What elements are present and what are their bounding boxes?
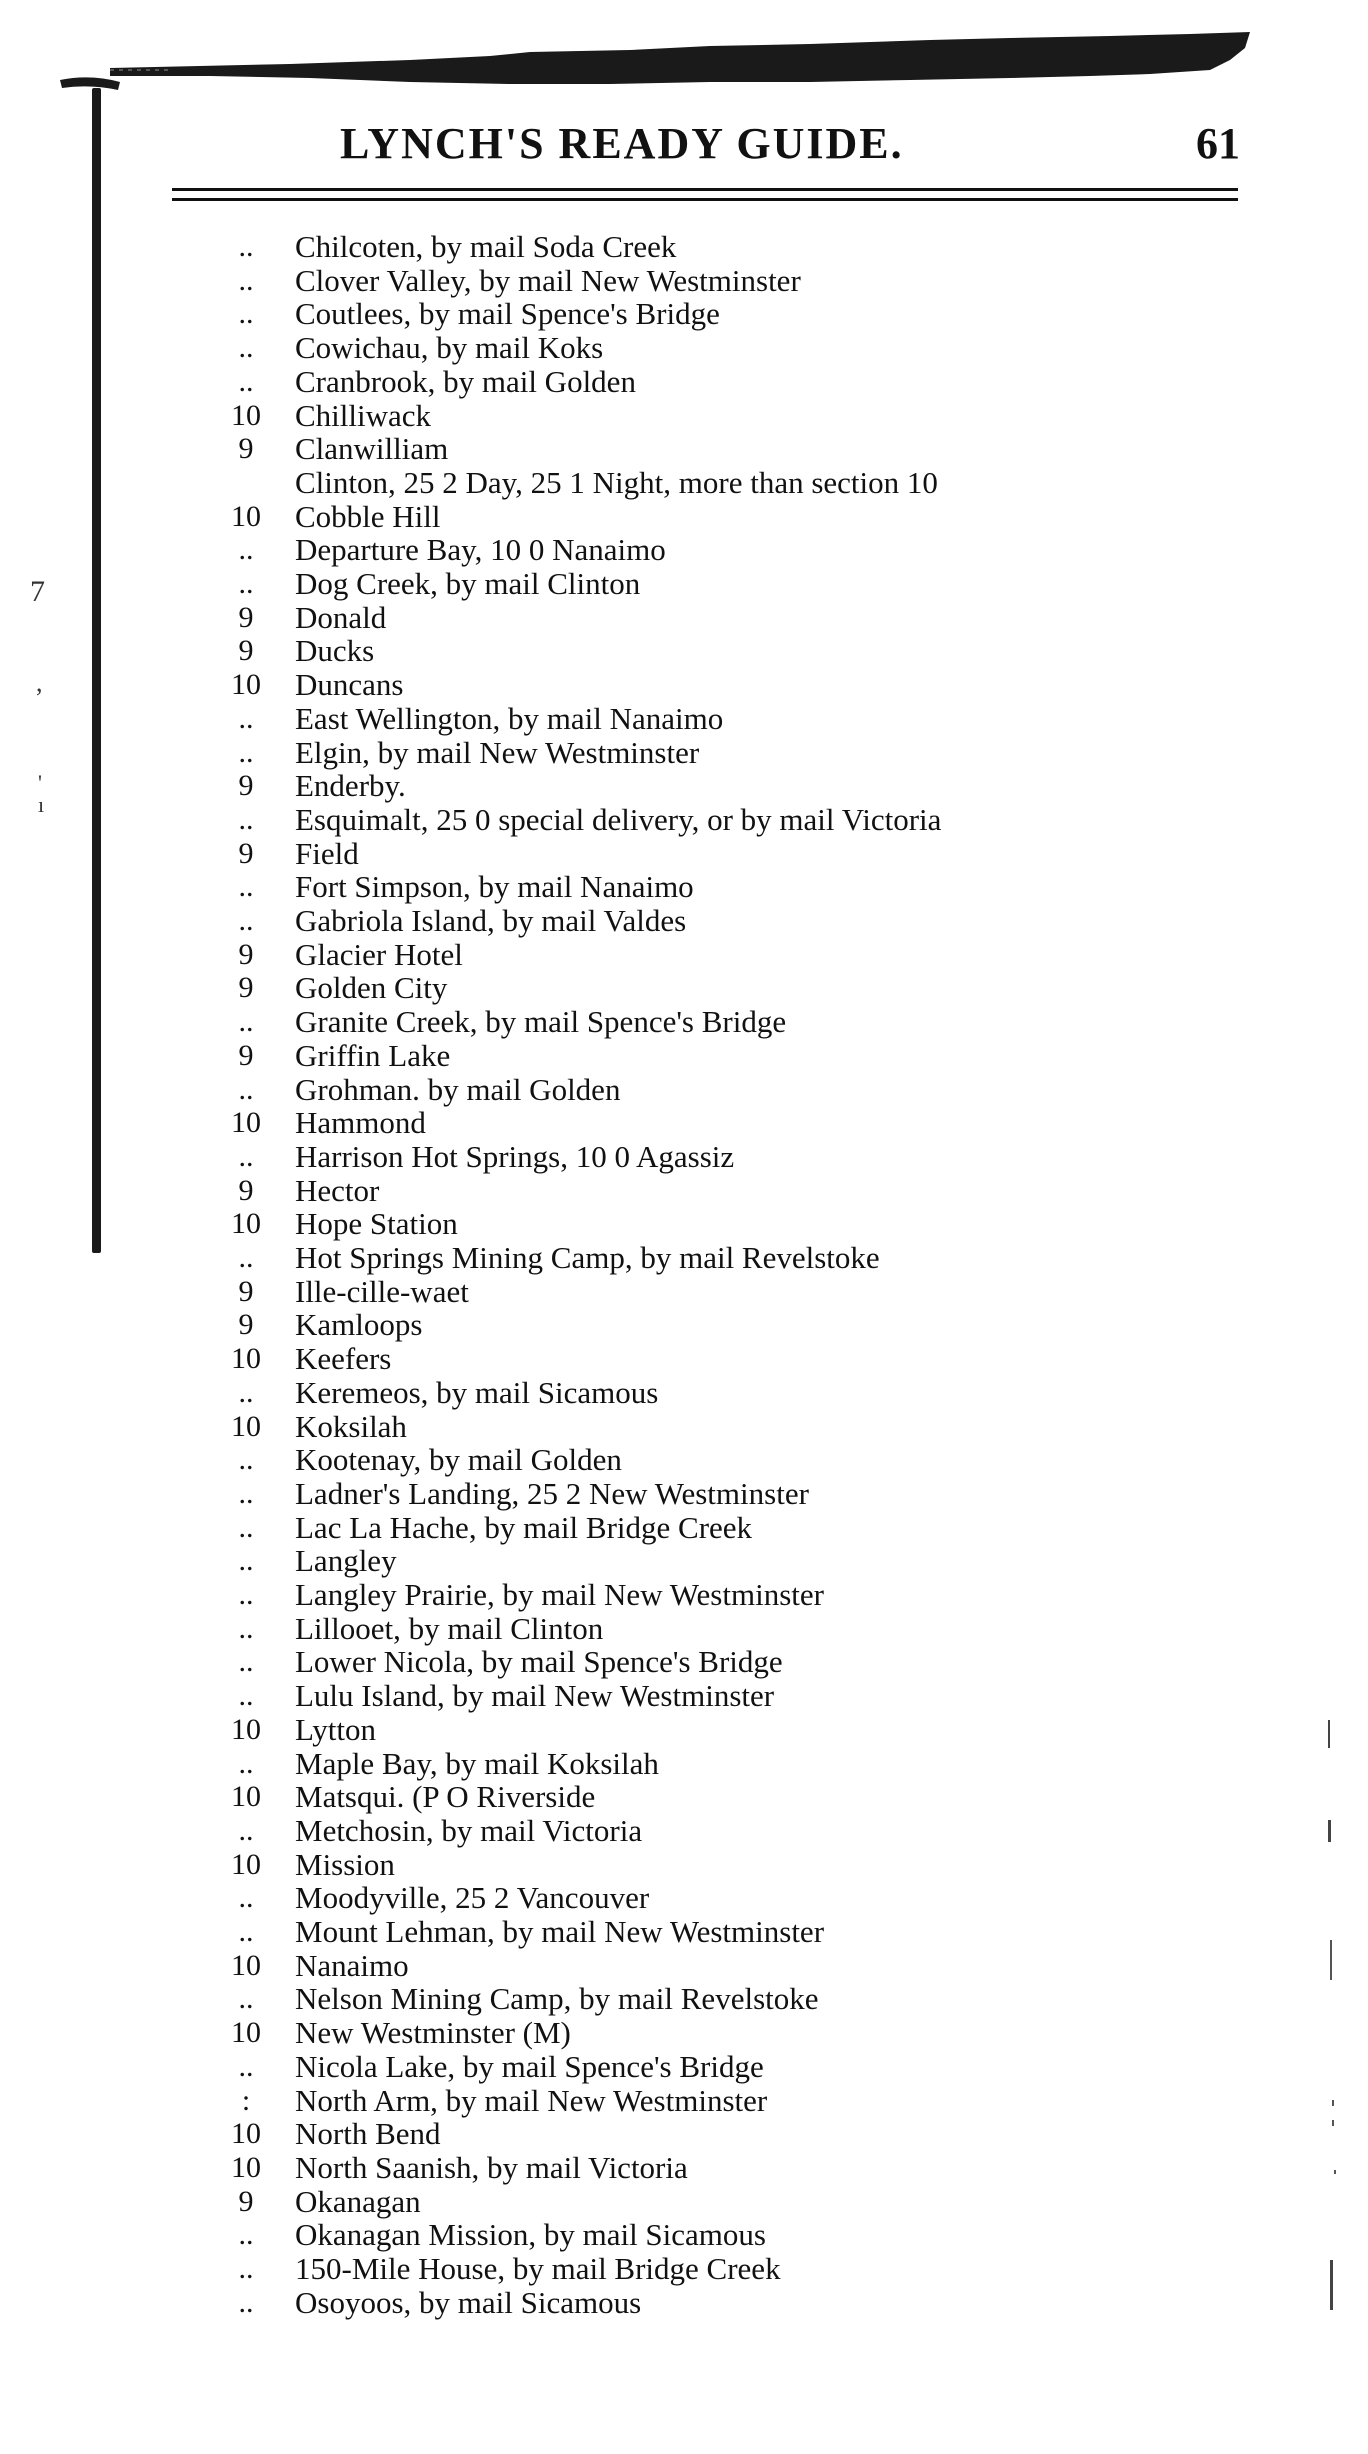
entry-text: East Wellington, by mail Nanaimo (295, 700, 724, 736)
entry-text: Duncans (295, 667, 404, 703)
entry-marker: .. (238, 2252, 254, 2285)
entry-text: Hope Station (295, 1206, 458, 1242)
entry-text: Lytton (295, 1711, 376, 1747)
entry-text: Chilcoten, by mail Soda Creek (295, 229, 677, 264)
entry-marker: 10 (231, 1847, 261, 1881)
entry-marker: .. (238, 1915, 254, 1948)
entry-text: Matsqui. (P O Riverside (295, 1779, 596, 1815)
entry-text: Granite Creek, by mail Spence's Bridge (295, 1004, 787, 1040)
entry-marker: 10 (231, 1948, 261, 1982)
entry-text: Kootenay, by mail Golden (295, 1442, 622, 1478)
header-rule (172, 198, 1238, 201)
entry-text: Mission (295, 1846, 395, 1882)
entry-marker: : (241, 2083, 251, 2117)
entry-text: Chilliwack (295, 397, 432, 433)
entry-text: Lower Nicola, by mail Spence's Bridge (295, 1644, 783, 1680)
entry-marker: 10 (231, 398, 261, 432)
entry-marker: .. (238, 701, 254, 735)
entry-text: Lulu Island, by mail New Westminster (295, 1678, 775, 1714)
entry-text: Enderby. (295, 768, 406, 804)
entry-text: Clover Valley, by mail New Westminster (295, 262, 801, 298)
entry-text: Okanagan (295, 2183, 421, 2219)
entry-marker: 10 (231, 1780, 261, 1814)
entry-text: Hector (295, 1172, 380, 1208)
entry-text: Hot Springs Mining Camp, by mail Revelstoke (295, 1240, 880, 1275)
margin-mark: ı (38, 792, 45, 817)
top-ink-edge (110, 30, 1250, 90)
entry-marker: 10 (231, 1409, 261, 1443)
entry-text: North Arm, by mail New Westminster (295, 2082, 768, 2118)
entry-marker: .. (238, 1375, 254, 1409)
entry-marker: .. (238, 263, 254, 297)
entry-marker: .. (238, 1510, 254, 1544)
entry-text: North Bend (295, 2116, 441, 2152)
entry-marker: 10 (231, 1712, 261, 1746)
entry-text: Ducks (295, 633, 375, 669)
entry-text: Cobble Hill (295, 498, 441, 534)
entry-text: Nicola Lake, by mail Spence's Bridge (295, 2048, 764, 2084)
entry-text: Ille-cille-waet (295, 1273, 469, 1309)
entry-text: Mount Lehman, by mail New Westminster (295, 1914, 825, 1949)
entry-marker: .. (238, 802, 254, 836)
entry-text: Clinton, 25 2 Day, 25 1 Night, more than section 10 (295, 464, 938, 500)
entry-text: Cranbrook, by mail Golden (295, 363, 636, 399)
entry-marker: .. (238, 1544, 254, 1578)
entry-text: Nanaimo (295, 1947, 409, 1983)
entry-marker: 9 (238, 1038, 254, 1072)
entry-marker: .. (238, 2218, 254, 2252)
entry-text: Keremeos, by mail Sicamous (295, 1374, 659, 1410)
entry-marker: 9 (238, 600, 254, 634)
entry-marker: .. (238, 1813, 254, 1847)
entry-marker: .. (238, 1679, 254, 1713)
entry-marker: 9 (238, 836, 254, 870)
entry-text: Dog Creek, by mail Clinton (295, 566, 641, 601)
entry-marker: 9 (238, 2184, 254, 2218)
entry-text: Keefers (295, 1341, 392, 1377)
entry-marker: .. (238, 735, 254, 769)
entry-text: 150-Mile House, by mail Bridge Creek (295, 2251, 781, 2286)
entry-text: Lac La Hache, by mail Bridge Creek (295, 1509, 753, 1545)
entry-marker: .. (238, 1982, 254, 2016)
entry-text: Elgin, by mail New Westminster (295, 734, 700, 770)
entry-marker: 10 (231, 2117, 261, 2151)
binding-bar (92, 88, 101, 1253)
entry-text: Cowichau, by mail Koks (295, 330, 604, 366)
entry-marker: .. (238, 1578, 254, 1611)
right-margin-specks (1320, 1700, 1360, 2380)
entry-marker: .. (238, 533, 254, 567)
entry-text: Nelson Mining Camp, by mail Revelstoke (295, 1981, 819, 2017)
entry-text: Koksilah (295, 1408, 407, 1444)
entry-text: Okanagan Mission, by mail Sicamous (295, 2217, 766, 2253)
entry-marker: 10 (231, 2016, 261, 2050)
entry-text: Langley Prairie, by mail New Westminster (295, 1577, 824, 1612)
header-rule (172, 188, 1238, 191)
entry-text: Fort Simpson, by mail Nanaimo (295, 869, 694, 905)
entry-marker: 9 (238, 769, 254, 803)
entry-text: Kamloops (295, 1307, 423, 1343)
entry-text: Golden City (295, 970, 448, 1006)
entry-marker: 10 (231, 2150, 261, 2184)
page-number: 61 (1196, 119, 1240, 168)
entry-marker: .. (238, 364, 254, 398)
entry-marker: .. (238, 1645, 254, 1679)
entry-marker: .. (238, 331, 254, 365)
entry-text: Harrison Hot Springs, 10 0 Agassiz (295, 1138, 735, 1174)
entry-marker: 10 (231, 1342, 261, 1376)
entry-marker: .. (238, 2285, 254, 2319)
entry-marker: .. (238, 2049, 254, 2083)
entry-text: Ladner's Landing, 25 2 New Westminster (295, 1475, 809, 1511)
entry-marker: .. (238, 297, 254, 331)
entry-marker: .. (238, 230, 254, 263)
entry-text: Coutlees, by mail Spence's Bridge (295, 296, 720, 332)
entry-text: Hammond (295, 1105, 426, 1141)
entry-marker: 10 (231, 499, 261, 533)
margin-mark: , (36, 668, 43, 697)
entry-text: Langley (295, 1543, 397, 1579)
entry-text: Departure Bay, 10 0 Nanaimo (295, 532, 666, 568)
entry-marker: 9 (238, 971, 254, 1005)
entry-marker: 9 (238, 937, 254, 971)
entry-marker: 9 (238, 1308, 254, 1342)
entry-text: Moodyville, 25 2 Vancouver (295, 1880, 650, 1916)
entry-text: Donald (295, 599, 387, 635)
entry-marker: .. (238, 1746, 254, 1780)
entry-marker: 10 (231, 1106, 261, 1140)
margin-mark: 7 (30, 575, 45, 608)
page-header (340, 118, 1240, 178)
entry-text: Osoyoos, by mail Sicamous (295, 2284, 642, 2320)
entry-marker: 9 (238, 432, 254, 466)
entry-text: Griffin Lake (295, 1037, 451, 1073)
entry-text: Gabriola Island, by mail Valdes (295, 903, 687, 938)
entry-text: New Westminster (M) (295, 2015, 571, 2051)
entry-text: Esquimalt, 25 0 special delivery, or by mail Victoria (295, 801, 942, 837)
entry-marker: .. (238, 1072, 254, 1106)
entry-marker: .. (238, 1611, 254, 1645)
binding-cap (60, 70, 120, 94)
entry-marker: .. (238, 904, 254, 937)
entry-marker: .. (238, 1005, 254, 1039)
entry-text: North Saanish, by mail Victoria (295, 2149, 688, 2185)
entry-text: Metchosin, by mail Victoria (295, 1812, 643, 1848)
entry-text: Maple Bay, by mail Koksilah (295, 1745, 659, 1781)
entry-marker: 9 (238, 1274, 254, 1308)
entry-marker: .. (238, 1881, 254, 1915)
running-title: LYNCH'S READY GUIDE. (340, 119, 904, 168)
margin-mark: ' (38, 770, 42, 795)
entry-marker: .. (238, 1476, 254, 1510)
entry-marker: 9 (238, 1173, 254, 1207)
entry-marker: 10 (231, 668, 261, 702)
entry-marker: 10 (231, 1207, 261, 1241)
entry-text: Clanwilliam (295, 431, 449, 467)
entry-text: Grohman. by mail Golden (295, 1071, 621, 1107)
entry-marker: 9 (238, 634, 254, 668)
entry-text: Glacier Hotel (295, 936, 463, 972)
entry-marker: .. (238, 567, 254, 600)
entry-text: Lillooet, by mail Clinton (295, 1610, 604, 1646)
entry-marker: .. (238, 1241, 254, 1274)
entry-marker: .. (238, 1443, 254, 1477)
entry-marker: .. (238, 870, 254, 904)
entry-marker: .. (238, 1139, 254, 1173)
entry-text: Field (295, 835, 359, 871)
